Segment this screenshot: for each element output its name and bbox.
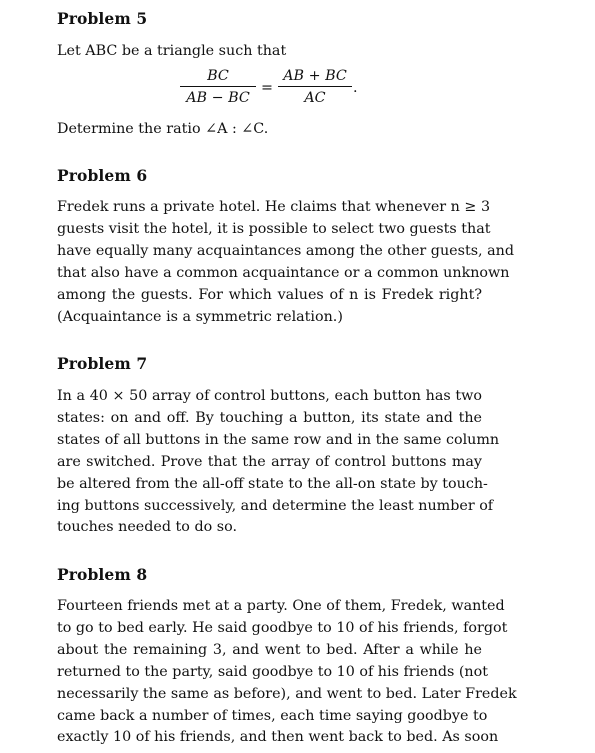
text-line: that also have a common acquaintance or a common unknown [57,264,510,281]
text-line: exactly 10 of his friends, and then went back to bed. As soon [57,729,499,746]
text-line: Fourteen friends met at a party. One of them, Fredek, wanted [57,598,505,614]
formula-left-denominator: AB − BC [186,90,250,106]
text-line: necessarily the same as before), and went to bed. Later Fredek [57,685,517,702]
text-line: to go to bed early. He said goodbye to 10 of his friends, forgot [57,619,508,636]
text-line: Fredek runs a private hotel. He claims that whenever n ≥ 3 [57,199,491,215]
formula-right-fraction [278,66,352,109]
problem-8-heading: Problem 8 [57,565,148,584]
problem-7-heading: Problem 7 [57,354,148,373]
text-line: touches needed to do so. [57,519,237,536]
text-line: guests visit the hotel, it is possible to select two guests that [57,220,491,237]
text-line: be altered from the all-off state to the all-on state by touch- [57,475,488,492]
problem-5-conclusion: Determine the ratio ∠A : ∠C. [57,121,269,137]
formula-left-numerator: BC [207,68,229,84]
text-line: are switched. Prove that the array of control buttons may [57,453,482,470]
problem-5-intro: Let ABC be a triangle such that [57,43,287,59]
problem-6-body [57,197,515,328]
text-line: In a 40 × 50 array of control buttons, each button has two [57,388,482,404]
text-line: among the guests. For which values of n is Fredek right? [57,286,482,303]
text-line: (Acquaintance is a symmetric relation.) [57,308,343,325]
text-line: about the remaining 3, and went to bed. After a while he [57,641,482,658]
problem-5-heading: Problem 5 [57,9,148,28]
text-line: came back a number of times, each time saying goodbye to [57,707,488,724]
formula-left-fraction [180,66,256,109]
formula-right-denominator: AC [304,90,326,106]
formula-right-numerator: AB + BC [283,68,347,84]
text-line: states: on and off. By touching a button, its state and the [57,409,482,426]
text-line: have equally many acquaintances among the other guests, and [57,242,515,259]
problem-8-body [57,596,517,749]
problem-7-body [57,386,500,539]
text-line: returned to the party, said goodbye to 10 of his friends (not [57,663,488,680]
text-line: ing buttons successively, and determine the least number of [57,497,494,514]
formula-period: . [353,80,358,96]
problem-6-heading: Problem 6 [57,166,148,185]
text-line: states of all buttons in the same row and in the same column [57,431,500,448]
formula-equals: = [261,80,273,96]
